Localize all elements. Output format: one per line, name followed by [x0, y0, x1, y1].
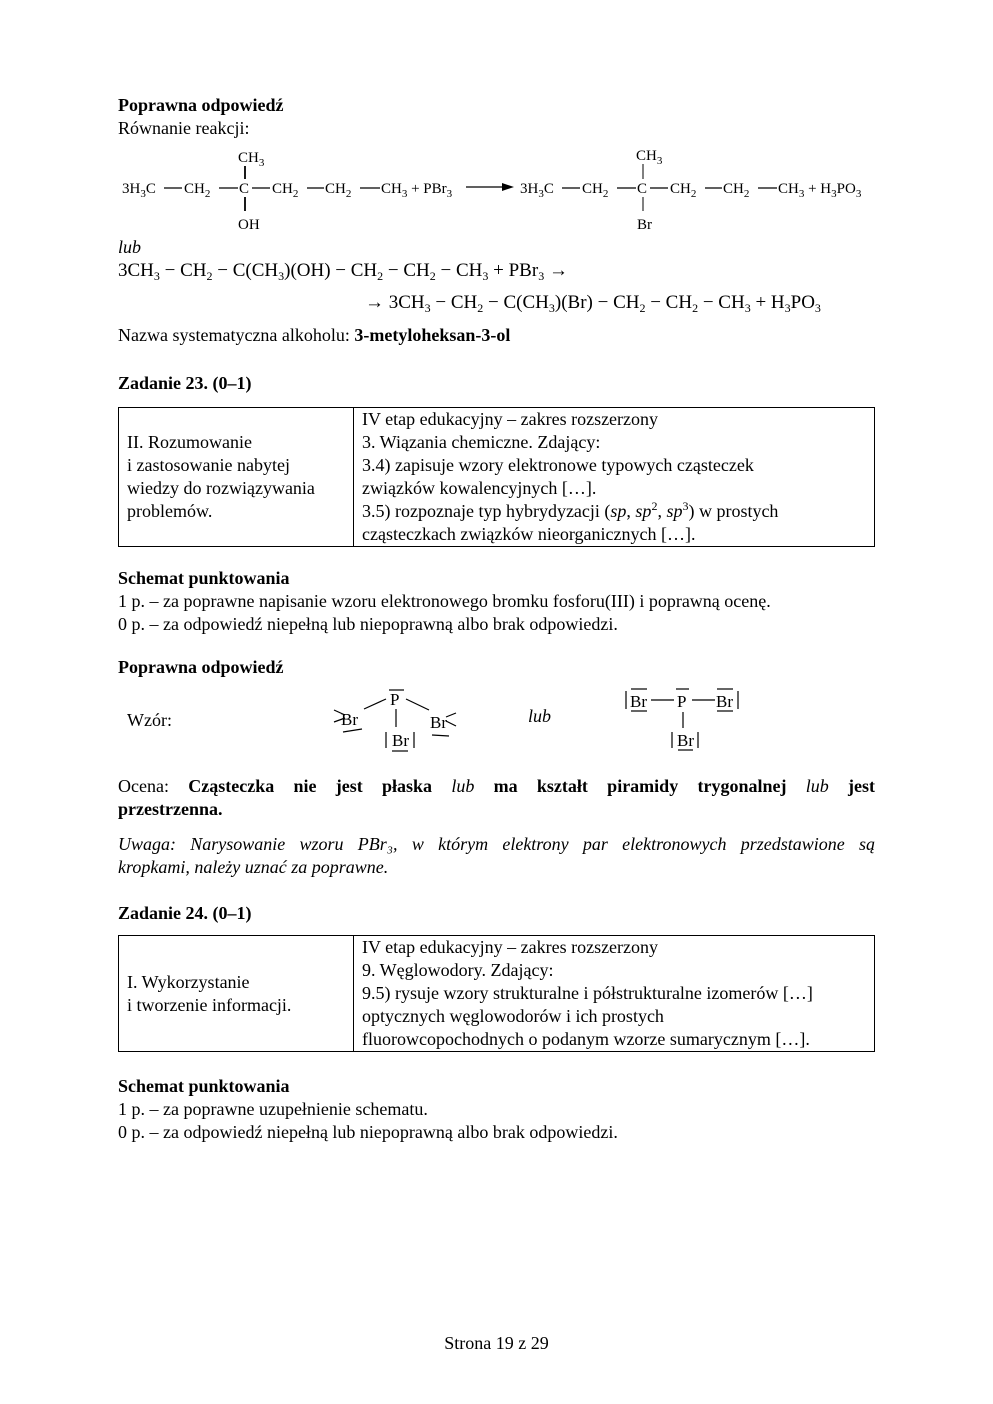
pbr3-lewis-structure-pyramid [326, 688, 466, 754]
wzor-label: Wzór: [127, 710, 172, 730]
task-23-score-1: 1 p. – za poprawne napisanie wzoru elektronowego bromku fosforu(III) i poprawną ocenę. [118, 591, 771, 611]
ocena-line-1: Ocena: Cząsteczka nie jest płaska lub ma kształt piramidy trygonalnej lub jest [118, 776, 876, 796]
svg-text:CH3: $CH_3$ [636, 148, 663, 167]
task-24-requirements-table [118, 935, 875, 1052]
ocena-line-2: przestrzenna. [118, 799, 223, 819]
pbr3-lewis-structure-planar [622, 686, 748, 752]
svg-text:Br: Br [716, 692, 733, 711]
task-24-skill-cell: I. Wykorzystanie i tworzenie informacji. [119, 936, 354, 1052]
svg-text:P: P [677, 692, 687, 711]
svg-text:OH: OH [238, 217, 260, 233]
task-23-score-0: 0 p. – za odpowiedź niepełną lub niepoprawną albo brak odpowiedzi. [118, 614, 618, 634]
svg-text:Br: Br [677, 731, 694, 750]
svg-text:Br: Br [392, 731, 409, 750]
svg-text:CH3: $CH_3$ [238, 150, 265, 169]
svg-text:Br: Br [637, 217, 652, 233]
task-24-scoring-heading: Schemat punktowania [118, 1076, 290, 1096]
task-24-requirement-cell: IV etap edukacyjny – zakres rozszerzony 9. Węglowodory. Zdający: 9.5) rysuje wzory strukturalne i półstrukturalne izomerów […] optycznych węglowodorów i ich prostych fluorowcopochodnych o podanym wzorze sumarycznym […]. [354, 936, 875, 1052]
task-23-requirement-cell: IV etap edukacyjny – zakres rozszerzony 3. Wiązania chemiczne. Zdający: 3.4) zapisuje wzory elektronowe typowych cząsteczek związków kowalencyjnych […]. 3.5) rozpoznaje typ hybrydyzacji (sp, $sp^2$, $sp^3$) w prostych cząsteczkach związków nieorganicznych […]. [354, 408, 875, 547]
svg-text:3H3C: $3H_3C$ [122, 181, 156, 200]
svg-text:CH2: $CH_2$ [670, 181, 697, 200]
uwaga-line-1: Uwaga: Narysowanie wzoru PBr₃, w którym elektrony par elektronowych przedstawione są [118, 834, 875, 854]
svg-text:Br: Br [341, 710, 358, 729]
equation-line-2: → $3CH_3 - CH_2 - C(CH_3)(Br) - CH_2 - CH_2 - CH_3 + H_3PO_3$ [365, 292, 821, 315]
svg-text:P: P [390, 690, 400, 709]
task-24-title: Zadanie 24. (0–1) [118, 903, 252, 923]
svg-text:CH2: $CH_2$ [325, 181, 352, 200]
task-23-answer-heading: Poprawna odpowiedź [118, 657, 284, 677]
task-23-skill-cell: II. Rozumowanie i zastosowanie nabytej wiedzy do rozwiązywania problemów. [119, 408, 354, 547]
task-24-score-0: 0 p. – za odpowiedź niepełną lub niepoprawną albo brak odpowiedzi. [118, 1122, 618, 1142]
svg-text:CH3 + H3PO3: $CH_3 + H_3PO_3$ [778, 181, 862, 200]
task-23-title: Zadanie 23. (0–1) [118, 373, 252, 393]
svg-text:Br: Br [630, 692, 647, 711]
task-23-scoring-heading: Schemat punktowania [118, 568, 290, 588]
svg-text:C: C [637, 181, 648, 197]
answer-heading: Poprawna odpowiedź [118, 95, 284, 115]
alcohol-name-line: Nazwa systematyczna alkoholu: 3-metyloheksan-3-ol [118, 325, 511, 345]
wzor-lub-label: lub [528, 706, 552, 726]
reaction-structural-formula [118, 142, 878, 237]
svg-text:CH2: $CH_2$ [272, 181, 299, 200]
uwaga-line-2: kropkami, należy uznać za poprawne. [118, 857, 389, 877]
page-footer: Strona 19 z 29 [444, 1333, 549, 1353]
equation-label: Równanie reakcji: [118, 118, 250, 138]
task-23-requirements-table [118, 407, 875, 547]
task-24-score-1: 1 p. – za poprawne uzupełnienie schematu. [118, 1099, 428, 1119]
lub-label: lub [118, 237, 142, 257]
equation-line-1: $3CH_3 - CH_2 - C(CH_3)(OH) - CH_2 - CH_2 - CH_3 + PBr_3$ → [118, 260, 568, 283]
svg-text:CH2: $CH_2$ [184, 181, 211, 200]
svg-text:CH2: $CH_2$ [723, 181, 750, 200]
svg-text:CH3 + PBr3: $CH_3 + PBr_3$ [381, 181, 453, 200]
svg-text:Br: Br [430, 713, 447, 732]
svg-text:CH2: $CH_2$ [582, 181, 609, 200]
svg-text:C: C [239, 181, 250, 197]
svg-text:3H3C: $3H_3C$ [520, 181, 554, 200]
